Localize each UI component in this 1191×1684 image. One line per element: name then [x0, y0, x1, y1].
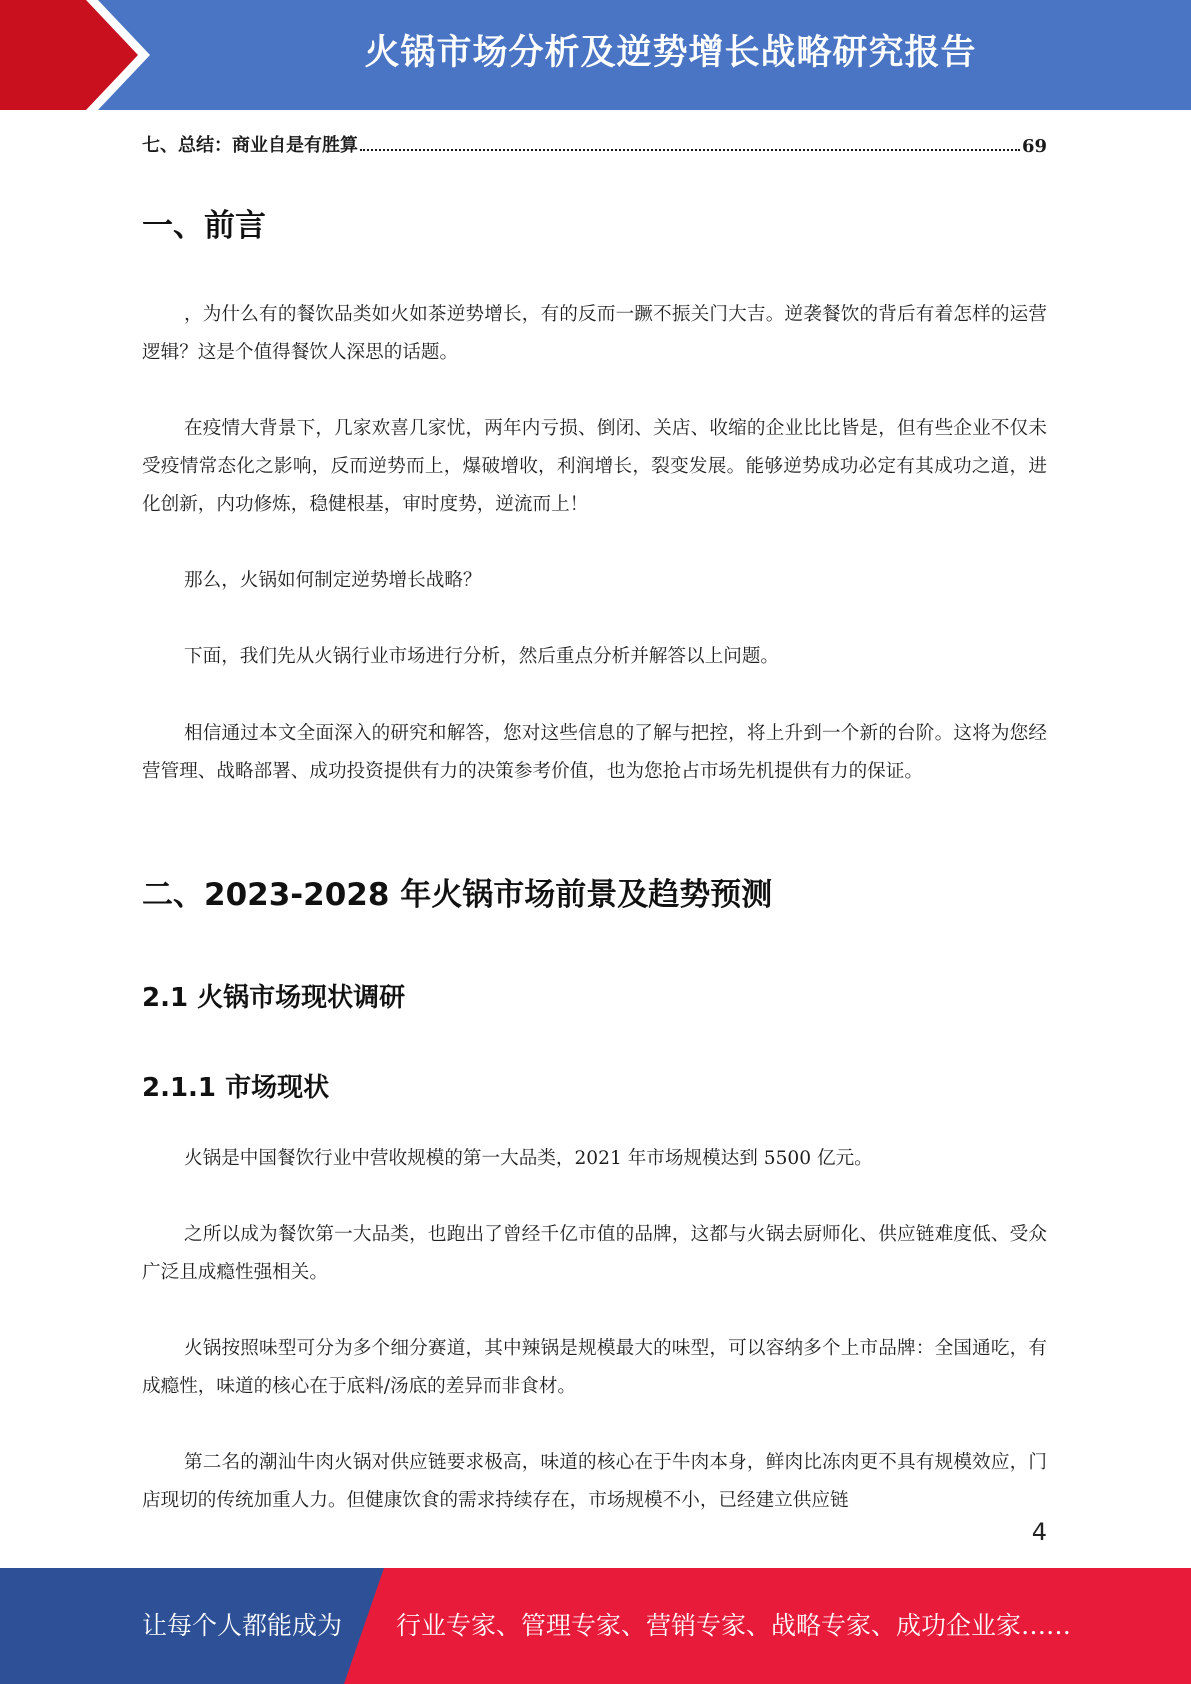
toc-dot-leader	[360, 148, 1020, 151]
footer-slogan-right: 行业专家、管理专家、营销专家、战略专家、成功企业家……	[396, 1611, 1072, 1640]
page-number: 4	[1031, 1518, 1047, 1546]
paragraph: 那么，火锅如何制定逆势增长战略？	[184, 570, 482, 591]
toc-entry[interactable]	[142, 131, 1047, 157]
section-heading-preface: 一、前言	[142, 208, 266, 244]
chevron-arrow-icon	[0, 0, 150, 110]
toc-entry-label: 七、总结：商业自是有胜算	[142, 135, 358, 156]
section-heading-forecast: 二、2023-2028 年火锅市场前景及趋势预测	[142, 877, 773, 913]
paragraph: 下面，我们先从火锅行业市场进行分析，然后重点分析并解答以上问题。	[184, 646, 780, 667]
paragraph: 相信通过本文全面深入的研究和解答，您对这些信息的了解与把控，将上升到一个新的台阶。这将为您经营管理、战略部署、成功投资提供有力的决策参考价值，也为您抢占市场先机提供有力的保证。	[142, 723, 1047, 782]
paragraph: 火锅按照味型可分为多个细分赛道，其中辣锅是规模最大的味型，可以容纳多个上市品牌：全国通吃，有成瘾性，味道的核心在于底料/汤底的差异而非食材。	[142, 1338, 1047, 1397]
paragraph: 火锅是中国餐饮行业中营收规模的第一大品类，2021 年市场规模达到 5500 亿元。	[184, 1148, 873, 1169]
paragraph: 在疫情大背景下，几家欢喜几家忧，两年内亏损、倒闭、关店、收缩的企业比比皆是，但有些企业不仅未受疫情常态化之影响，反而逆势而上，爆破增收，利润增长，裂变发展。能够逆势成功必定有其成功之道，进化创新，内功修炼，稳健根基，审时度势，逆流而上！	[142, 418, 1047, 515]
toc-entry-page: 69	[1021, 136, 1047, 157]
paragraph: 之所以成为餐饮第一大品类，也跑出了曾经千亿市值的品牌，这都与火锅去厨师化、供应链难度低、受众广泛且成瘾性强相关。	[142, 1224, 1047, 1283]
subsubsection-heading: 2.1.1 市场现状	[142, 1073, 330, 1103]
footer-slogan-left: 让每个人都能成为	[142, 1611, 343, 1640]
paragraph: 第二名的潮汕牛肉火锅对供应链要求极高，味道的核心在于牛肉本身，鲜肉比冻肉更不具有规模效应，门店现切的传统加重人力。但健康饮食的需求持续存在，市场规模不小，已经建立供应链	[142, 1452, 1047, 1511]
report-title: 火锅市场分析及逆势增长战略研究报告	[364, 33, 977, 73]
paragraph: ，为什么有的餐饮品类如火如茶逆势增长，有的反而一蹶不振关门大吉。逆袭餐饮的背后有着怎样的运营逻辑？这是个值得餐饮人深思的话题。	[142, 304, 1047, 363]
subsection-heading: 2.1 火锅市场现状调研	[142, 983, 406, 1013]
footer-banner	[0, 1568, 1191, 1684]
header-banner	[0, 0, 1191, 110]
